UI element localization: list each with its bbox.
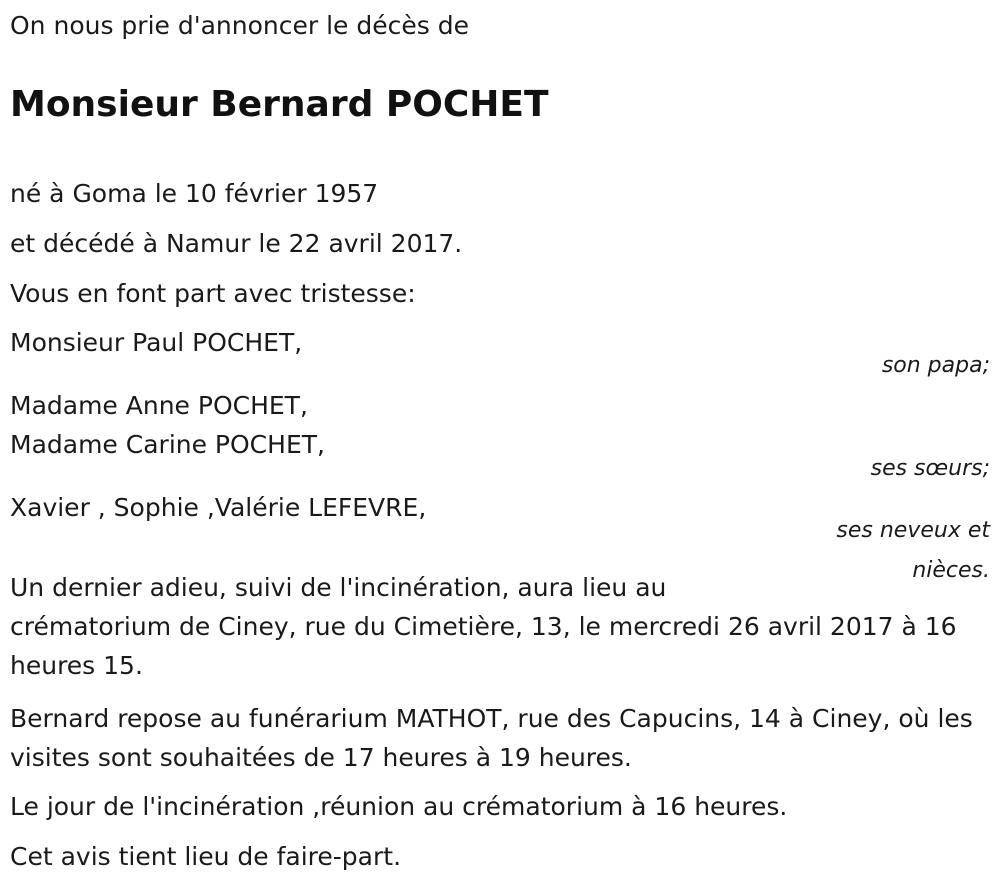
farewell-text-line: Un dernier adieu, suivi de l'incinération, aura lieu au [10, 573, 667, 602]
father-relation: son papa; [881, 353, 990, 378]
meeting-text: Le jour de l'incinération ,réunion au crématorium à 16 heures. [10, 792, 788, 821]
farewell-text-line: crématorium de Ciney, rue du Cimetière, 13, le mercredi 26 avril 2017 à 16 heures 15. [10, 612, 957, 680]
notice-text: Cet avis tient lieu de faire-part. [10, 842, 402, 871]
nephews-relation-line1: ses neveux et [836, 518, 990, 543]
farewell-text [10, 573, 957, 680]
father-name: Monsieur Paul POCHET, [10, 328, 303, 357]
sisters-relation: ses sœurs; [870, 456, 990, 481]
farewell-paragraph [10, 568, 985, 685]
nephews-relation-line2: nièces. [912, 558, 990, 583]
visitation-text: Bernard repose au funérarium MATHOT, rue des Capucins, 14 à Ciney, où les visites sont souhaitées de 17 heures à 19 heures. [10, 704, 973, 772]
sister-name: Madame Carine POCHET, [10, 430, 325, 459]
deceased-name: Monsieur Bernard POCHET [10, 84, 549, 125]
birth-text: né à Goma le 10 février 1957 [10, 179, 379, 208]
intro-text: On nous prie d'annoncer le décès de [10, 11, 469, 40]
sorrow-text: Vous en font part avec tristesse: [10, 279, 416, 308]
nephews-names: Xavier , Sophie ,Valérie LEFEVRE, [10, 493, 427, 522]
death-text: et décédé à Namur le 22 avril 2017. [10, 229, 463, 258]
sister-name: Madame Anne POCHET, [10, 391, 308, 420]
visitation-paragraph [10, 699, 985, 777]
